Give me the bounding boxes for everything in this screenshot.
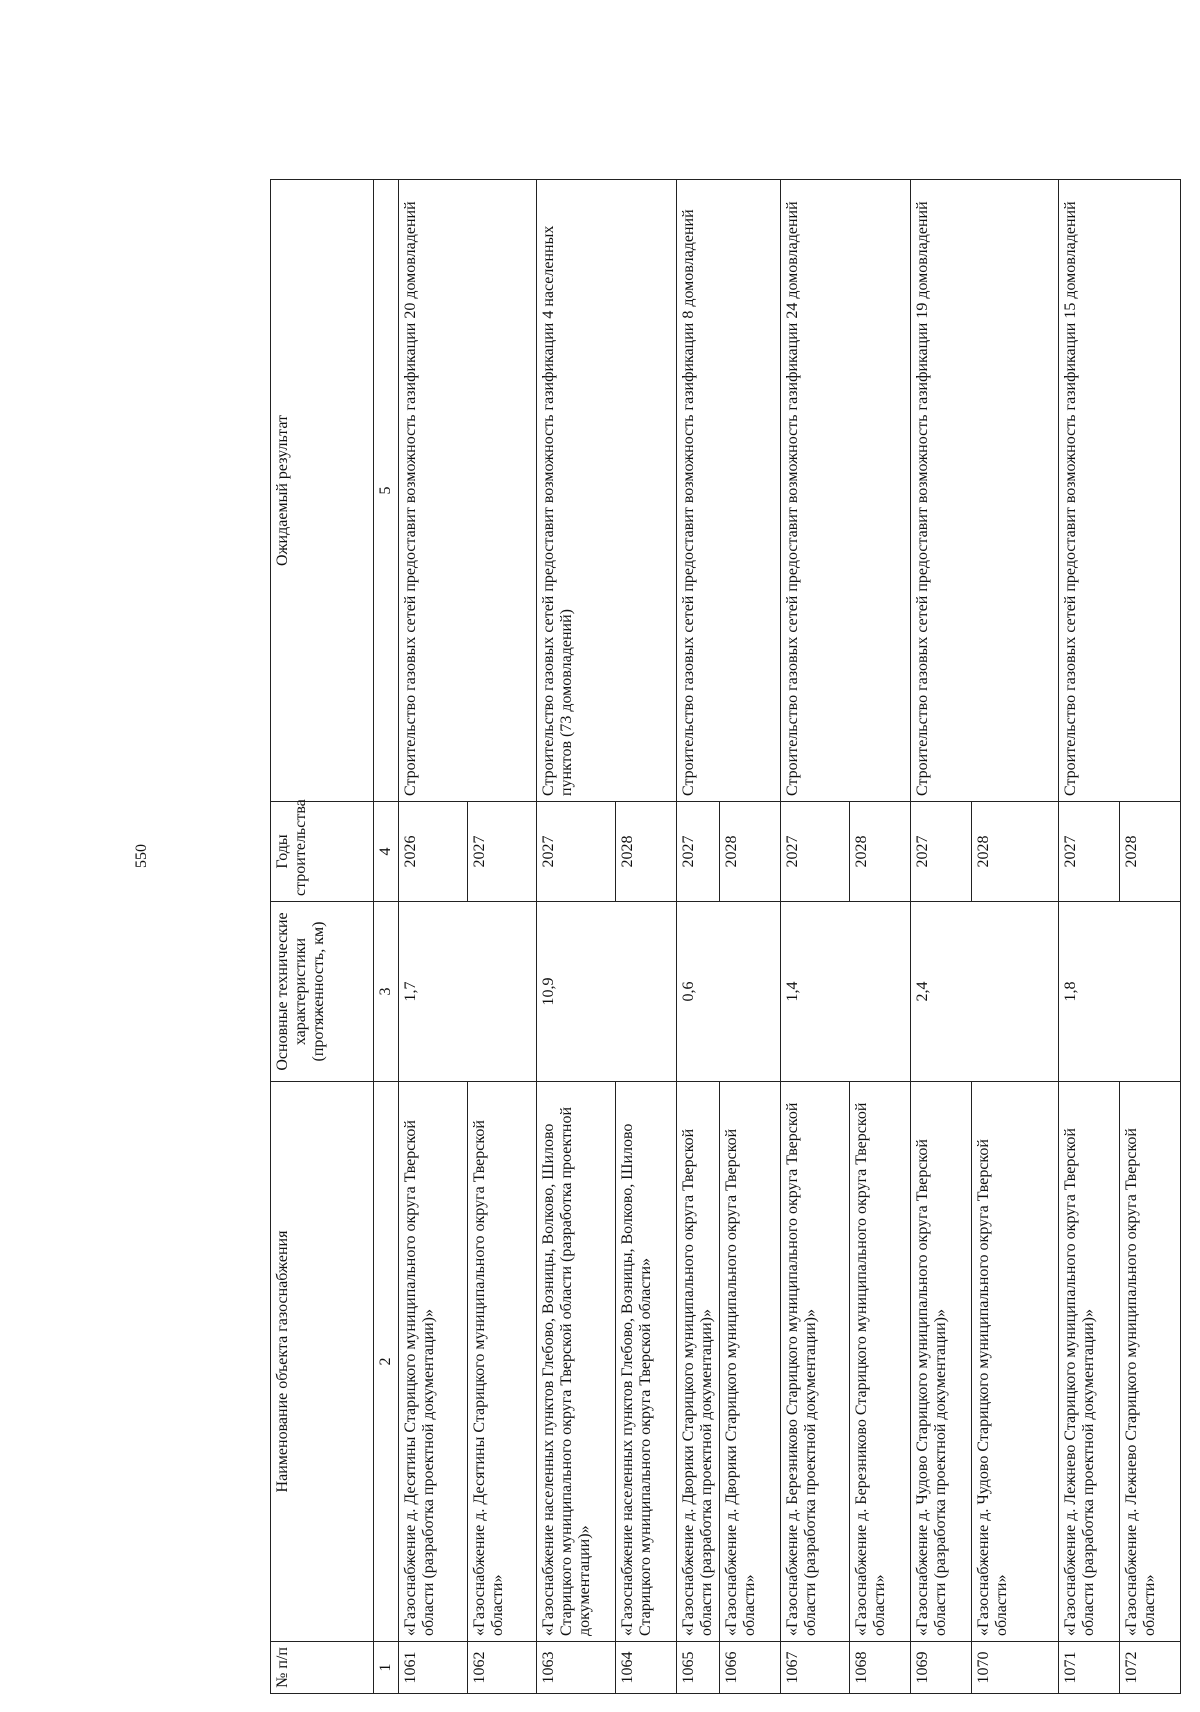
construction-year: 2027 (911, 802, 972, 902)
header-name: Наименование объекта газоснабжения (271, 1082, 374, 1642)
object-name: «Газоснабжение д. Десятины Старицкого муниципального округа Тверской области (разработка проектной документации)» (399, 1082, 468, 1642)
row-number: 1072 (1120, 1642, 1181, 1694)
object-name: «Газоснабжение д. Лежнево Старицкого муниципального округа Тверской области (разработка проектной документации)» (1059, 1082, 1120, 1642)
column-index-cell: 2 (374, 1082, 399, 1642)
construction-year: 2027 (468, 802, 537, 902)
expected-result: Строительство газовых сетей предоставит возможность газификации 15 домовладений (1059, 180, 1181, 802)
construction-year: 2026 (399, 802, 468, 902)
row-number: 1064 (616, 1642, 677, 1694)
page-number: 550 (133, 844, 150, 868)
header-specs: Основные технические характеристики (протяженность, км) (271, 902, 374, 1082)
object-name: «Газоснабжение д. Десятины Старицкого муниципального округа Тверской области» (468, 1082, 537, 1642)
header-result: Ожидаемый результат (271, 180, 374, 802)
expected-result: Строительство газовых сетей предоставит возможность газификации 20 домовладений (399, 180, 537, 802)
row-number: 1066 (720, 1642, 781, 1694)
length-km: 1,8 (1059, 902, 1181, 1082)
object-name: «Газоснабжение д. Березниково Старицкого муниципального округа Тверской области» (850, 1082, 911, 1642)
length-km: 1,4 (781, 902, 911, 1082)
object-name: «Газоснабжение населенных пунктов Глебово, Возницы, Волково, Шилово Старицкого муниципального округа Тверской области (разработка проектной документации)» (537, 1082, 616, 1642)
length-km: 0,6 (677, 902, 781, 1082)
object-name: «Газоснабжение населенных пунктов Глебово, Возницы, Волково, Шилово Старицкого муниципального округа Тверской области» (616, 1082, 677, 1642)
table-row (911, 180, 972, 1694)
table-row (1059, 180, 1120, 1694)
construction-year: 2028 (850, 802, 911, 902)
length-km: 1,7 (399, 902, 537, 1082)
row-number: 1065 (677, 1642, 720, 1694)
header-years: Годы строительства (271, 802, 374, 902)
column-index-cell: 1 (374, 1642, 399, 1694)
expected-result: Строительство газовых сетей предоставит возможность газификации 4 населенных пунктов (73 домовладений) (537, 180, 677, 802)
object-name: «Газоснабжение д. Дворики Старицкого муниципального округа Тверской области» (720, 1082, 781, 1642)
gas-supply-table (270, 179, 1181, 1694)
object-name: «Газоснабжение д. Лежнево Старицкого муниципального округа Тверской области» (1120, 1082, 1181, 1642)
construction-year: 2028 (972, 802, 1059, 902)
column-index-cell: 5 (374, 180, 399, 802)
construction-year: 2028 (616, 802, 677, 902)
construction-year: 2027 (537, 802, 616, 902)
table-row (537, 180, 616, 1694)
table-row (399, 180, 468, 1694)
row-number: 1062 (468, 1642, 537, 1694)
table-row (677, 180, 720, 1694)
row-number: 1068 (850, 1642, 911, 1694)
header-row (271, 180, 374, 1694)
row-number: 1063 (537, 1642, 616, 1694)
header-num: № п/п (271, 1642, 374, 1694)
object-name: «Газоснабжение д. Березниково Старицкого муниципального округа Тверской области (разработка проектной документации)» (781, 1082, 850, 1642)
table-container (270, 179, 1181, 1694)
row-number: 1067 (781, 1642, 850, 1694)
column-index-cell: 4 (374, 802, 399, 902)
construction-year: 2027 (781, 802, 850, 902)
construction-year: 2028 (1120, 802, 1181, 902)
object-name: «Газоснабжение д. Чудово Старицкого муниципального округа Тверской области» (972, 1082, 1059, 1642)
construction-year: 2027 (1059, 802, 1120, 902)
expected-result: Строительство газовых сетей предоставит возможность газификации 19 домовладений (911, 180, 1059, 802)
column-index-cell: 3 (374, 902, 399, 1082)
row-number: 1070 (972, 1642, 1059, 1694)
construction-year: 2027 (677, 802, 720, 902)
table-row (781, 180, 850, 1694)
column-index-row (374, 180, 399, 1694)
construction-year: 2028 (720, 802, 781, 902)
expected-result: Строительство газовых сетей предоставит возможность газификации 8 домовладений (677, 180, 781, 802)
expected-result: Строительство газовых сетей предоставит возможность газификации 24 домовладений (781, 180, 911, 802)
row-number: 1061 (399, 1642, 468, 1694)
length-km: 2,4 (911, 902, 1059, 1082)
row-number: 1069 (911, 1642, 972, 1694)
rotated-page (176, 92, 1200, 1712)
object-name: «Газоснабжение д. Дворики Старицкого муниципального округа Тверской области (разработка проектной документации)» (677, 1082, 720, 1642)
length-km: 10,9 (537, 902, 677, 1082)
row-number: 1071 (1059, 1642, 1120, 1694)
object-name: «Газоснабжение д. Чудово Старицкого муниципального округа Тверской области (разработка проектной документации)» (911, 1082, 972, 1642)
